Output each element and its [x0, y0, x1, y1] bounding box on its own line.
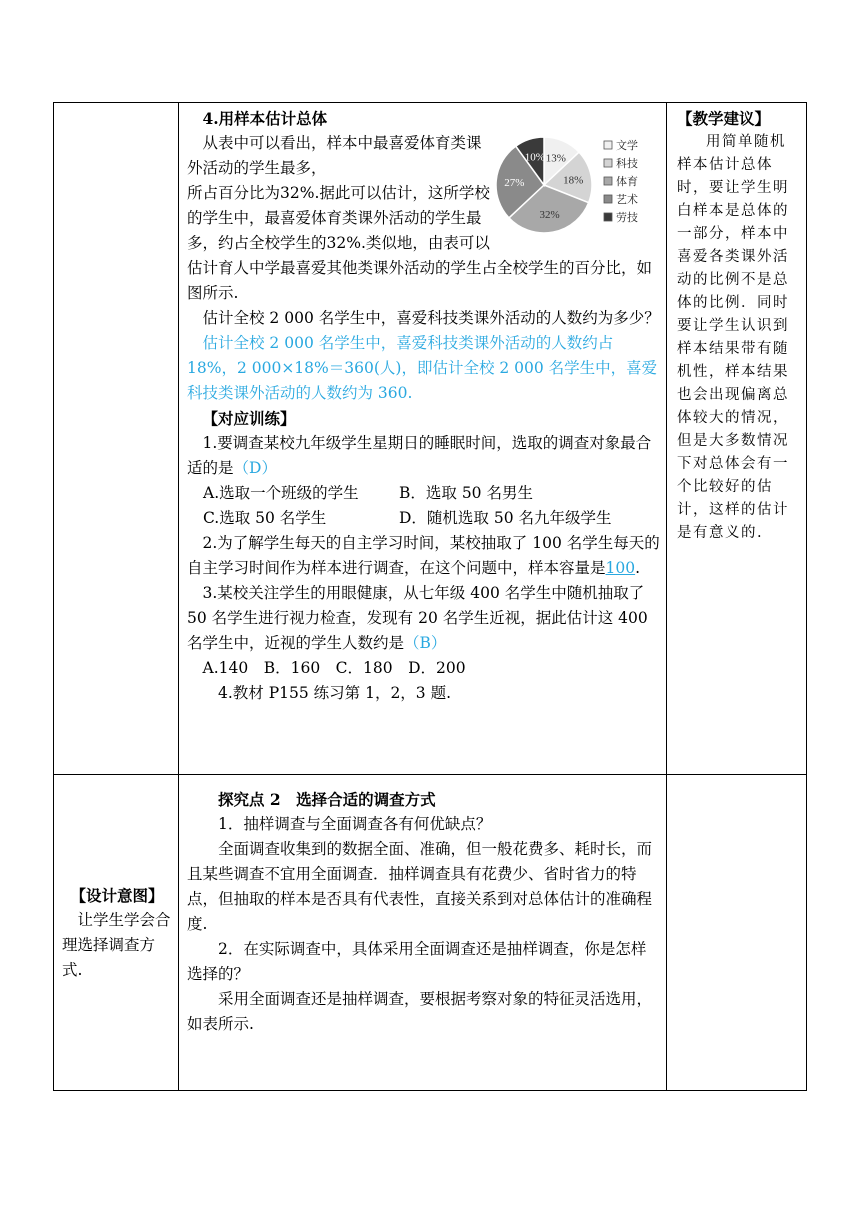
answer-text: 估计全校 2 000 名学生中，喜爱科技类课外活动的人数约占 18%，2 000×18%＝360(人)，即估计全校 2 000 名学生中，喜爱科技类课外活动的人数约为 360. [187, 334, 658, 402]
legend-swatch-艺术 [604, 195, 612, 203]
section2-heading: 探究点 2 选择合适的调查方式 [218, 790, 436, 809]
paragraph-1b: 所占百分比为32%.据此可以估计，这所学校的学生中，最喜爱体育类课外活动的学生最多，约占全校学生的32%.类似地，由表可以估计育人中学最喜爱其他类课外活动的学生占全校学生的百分比，如图所示. [187, 184, 653, 302]
q2-answer: 100 [605, 559, 636, 577]
legend-swatch-劳技 [604, 213, 612, 221]
practice-heading: 【对应训练】 [202, 409, 296, 428]
lesson-table [53, 102, 807, 1091]
q1-options-row2 [187, 506, 660, 531]
q2-end: . [635, 559, 641, 577]
section2-q2: 2．在实际调查中，具体采用全面调查还是抽样调查，你是怎样选择的？ [187, 940, 647, 983]
pie-label-劳技: 10% [524, 151, 545, 164]
left-cell-empty [54, 103, 179, 775]
main-cell-section2 [179, 775, 667, 1091]
design-text: 让学生学会合理选择调查方式. [62, 910, 171, 979]
q1-option-d: D．随机选取 50 名九年级学生 [399, 509, 612, 527]
legend-label-劳技: 劳技 [616, 211, 638, 224]
q2-text: 2.为了解学生每天的自主学习时间，某校抽取了 100 名学生每天的自主学习时间作为样本进行调查，在这个问题中，样本容量是 [187, 534, 660, 577]
q1-option-b: B．选取 50 名男生 [399, 484, 533, 502]
q1-text: 1.要调查某校九年级学生星期日的睡眠时间，选取的调查对象最合适的是 [187, 434, 652, 477]
q1-option-c: C.选取 50 名学生 [203, 509, 327, 527]
pie-label-艺术: 27% [504, 177, 525, 190]
question-text: 估计全校 2 000 名学生中，喜爱科技类课外活动的人数约为多少？ [202, 309, 660, 327]
pie-chart-svg [494, 133, 660, 237]
q1-options-row1 [187, 481, 660, 506]
legend-label-文学: 文学 [616, 139, 638, 152]
section2-a2: 采用全面调查还是抽样调查，要根据考察对象的特征灵活选用，如表所示. [187, 990, 653, 1033]
legend-swatch-文学 [604, 141, 612, 149]
right-cell-advice [667, 103, 807, 775]
practice-q1 [187, 431, 660, 481]
section2-a1: 全面调查收集到的数据全面、准确，但一般花费多、耗时长，而且某些调查不宜用全面调查．抽样调查具有花费少、省时省力的特点，但抽取的样本是否具有代表性，直接关系到对总体估计的准确程度. [187, 840, 653, 933]
section2-q1: 1．抽样调查与全面调查各有何优缺点？ [218, 815, 492, 833]
q3-answer: （B） [404, 634, 447, 652]
practice-q2 [187, 531, 660, 581]
q1-answer: （D） [233, 459, 277, 477]
legend-label-科技: 科技 [616, 157, 638, 170]
pie-label-文学: 13% [545, 152, 566, 165]
advice-heading: 【教学建议】 [677, 109, 771, 128]
q3-options: A.140 B．160 C．180 D．200 [202, 659, 466, 677]
section-heading: 4.用样本估计总体 [202, 109, 328, 128]
design-heading: 【设计意图】 [70, 885, 164, 905]
main-cell-section1 [179, 103, 667, 775]
legend-swatch-体育 [604, 177, 612, 185]
advice-text: 用简单随机样本估计总体时，要让学生明白样本是总体的一部分，样本中喜爱各类课外活动的比例不是总体的比例．同时要让学生认识到样本结果带有随机性，样本结果也会出现偏离总体较大的情况，但是大多数情况下对总体会有一个比较好的估计，这样的估计是有意义的. [677, 134, 789, 541]
pie-label-体育: 32% [539, 209, 560, 222]
practice-q4: 4.教材 P155 练习第 1，2，3 题. [218, 684, 452, 702]
left-cell-design [54, 775, 179, 1091]
legend-swatch-科技 [604, 159, 612, 167]
pie-chart [494, 133, 660, 237]
q1-option-a: A.选取一个班级的学生 [203, 484, 359, 502]
q3-text: 3.某校关注学生的用眼健康，从七年级 400 名学生中随机抽取了 50 名学生进行视力检查，发现有 20 名学生近视，据此估计这 400 名学生中，近视的学生人数约是 [187, 584, 648, 652]
legend-label-体育: 体育 [616, 175, 638, 188]
practice-q3 [187, 581, 660, 656]
pie-label-科技: 18% [563, 174, 584, 187]
paragraph-1a: 从表中可以看出，样本中最喜爱体育类课外活动的学生最多， [187, 134, 482, 177]
legend-label-艺术: 艺术 [616, 193, 638, 206]
right-cell-empty [667, 775, 807, 1091]
